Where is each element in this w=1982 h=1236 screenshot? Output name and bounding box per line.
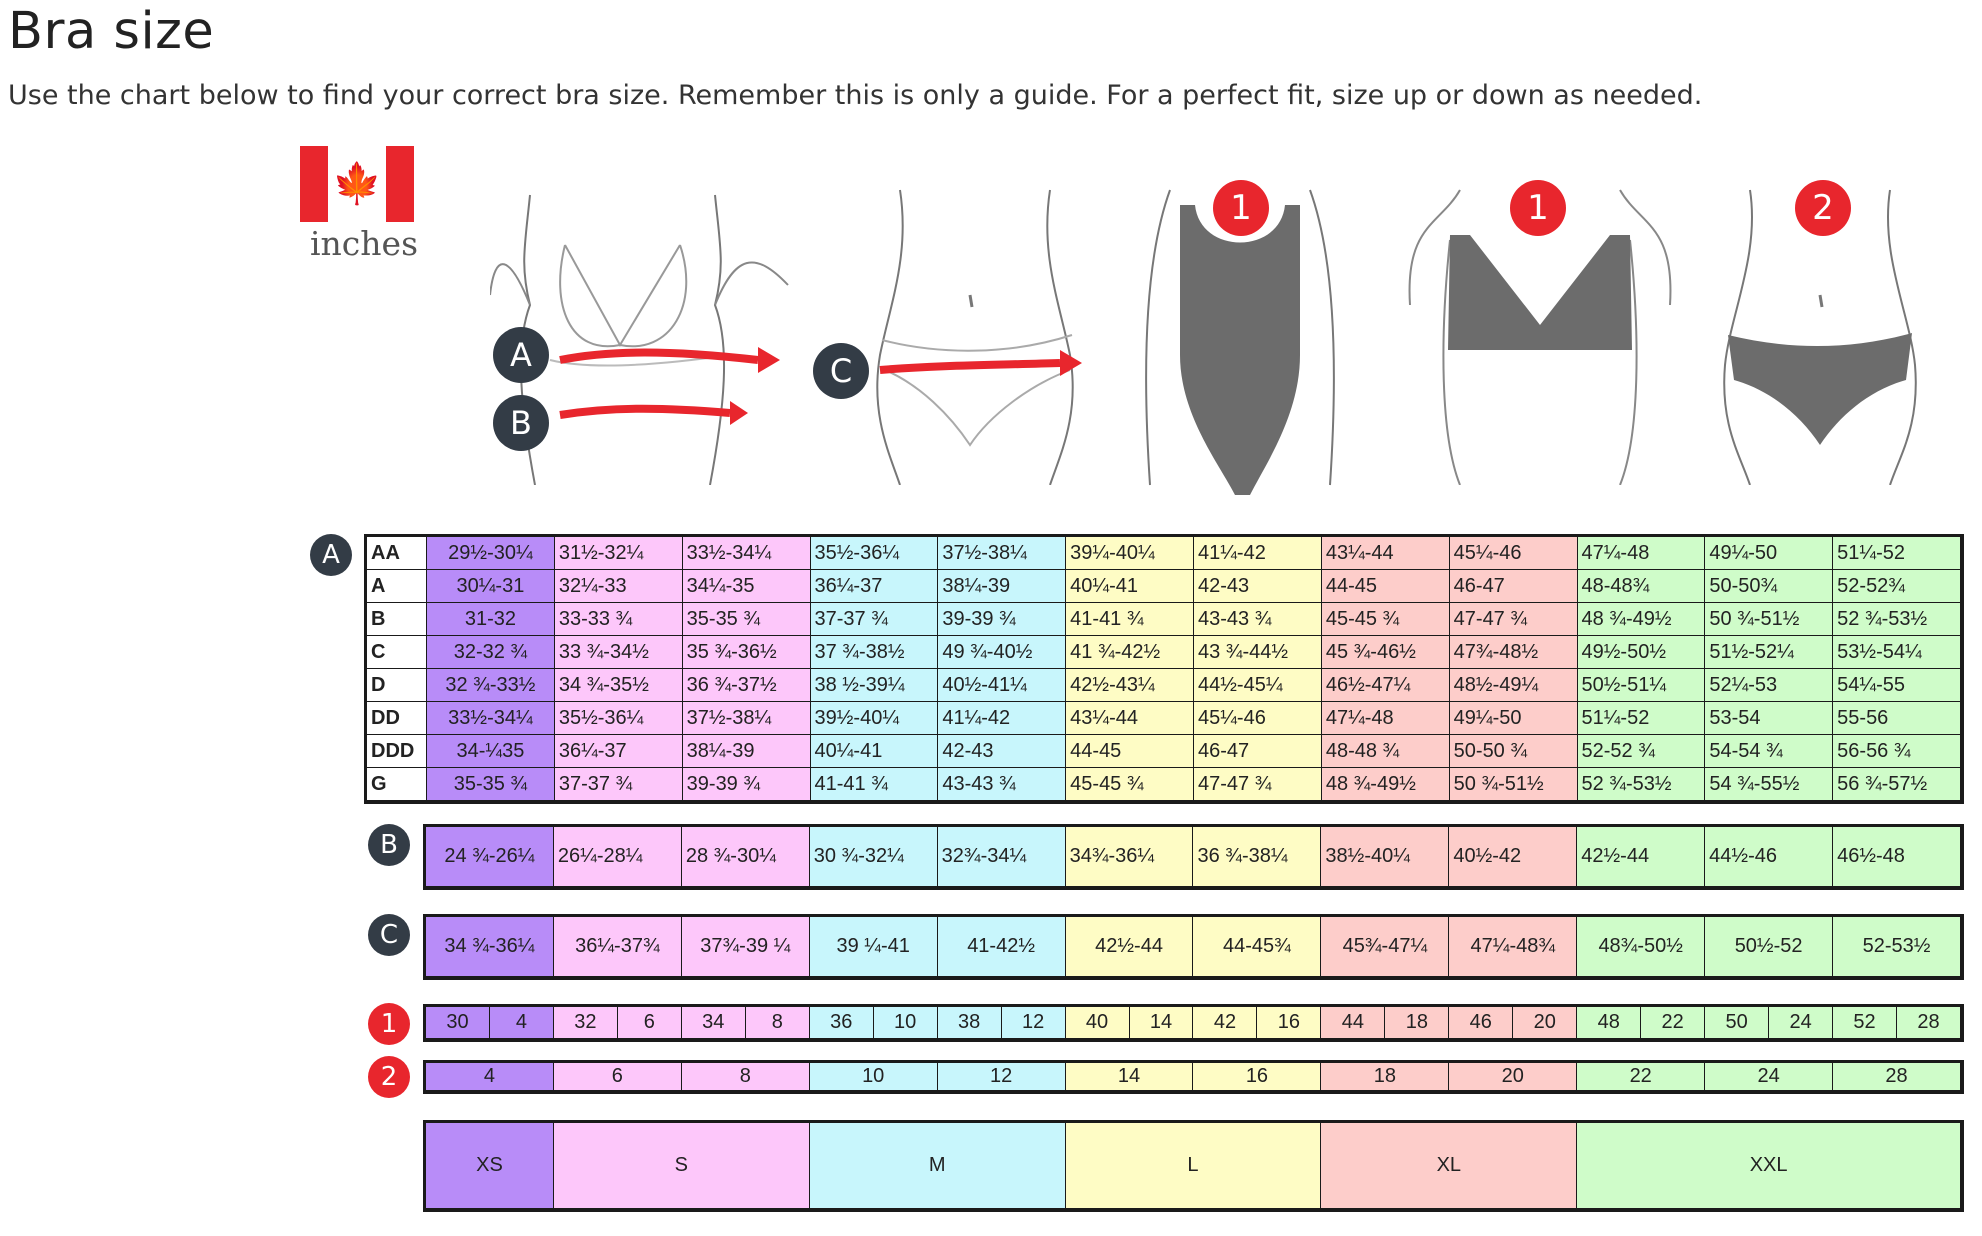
table-cell: 48-48 ¾ bbox=[1322, 735, 1450, 768]
table-cell: 48-48¾ bbox=[1578, 570, 1706, 603]
table-c-hip bbox=[423, 914, 1964, 980]
page-description: Use the chart below to find your correct bra size. Remember this is only a guide. For a perfect fit, size up or down as needed. bbox=[8, 80, 1703, 111]
table-cell: 40¼-41 bbox=[811, 735, 939, 768]
table-cell: 42½-44 bbox=[1577, 827, 1705, 887]
table-cell: 56 ¾-57½ bbox=[1833, 768, 1961, 801]
table-cell: 48½-49¼ bbox=[1450, 669, 1578, 702]
size-label: XXL bbox=[1577, 1123, 1961, 1209]
table-cell: 20 bbox=[1513, 1007, 1577, 1039]
table-cell: 50-50¾ bbox=[1705, 570, 1833, 603]
table-cell: 45-45 ¾ bbox=[1066, 768, 1194, 801]
table-cell: 16 bbox=[1257, 1007, 1321, 1039]
table-cell: 12 bbox=[938, 1063, 1066, 1091]
table-cell: 35½-36¼ bbox=[811, 537, 939, 570]
table-cell: 38¼-39 bbox=[683, 735, 811, 768]
table-cell: 46-47 bbox=[1450, 570, 1578, 603]
table-cell: 39¼-40¼ bbox=[1066, 537, 1194, 570]
size-labels-row bbox=[423, 1120, 1964, 1212]
table-cell: 36 bbox=[810, 1007, 874, 1039]
table-cell: 47-47 ¾ bbox=[1450, 603, 1578, 636]
table-cell: 32 ¾-33½ bbox=[427, 669, 555, 702]
table-cell: 50 bbox=[1705, 1007, 1769, 1039]
table-cell: 12 bbox=[1002, 1007, 1066, 1039]
table-cell: 49½-50½ bbox=[1578, 636, 1706, 669]
table-cell: 38 bbox=[938, 1007, 1002, 1039]
table-a-underbust bbox=[364, 534, 1964, 804]
table-cell: 49 ¾-40½ bbox=[938, 636, 1066, 669]
table-cell: 52 ¾-53½ bbox=[1833, 603, 1961, 636]
size-label: XL bbox=[1321, 1123, 1577, 1209]
table-cell: 44-45¾ bbox=[1193, 917, 1321, 977]
table-cell: 37½-38¼ bbox=[938, 537, 1066, 570]
table-cell: 34 bbox=[682, 1007, 746, 1039]
table-cell: 41 ¾-42½ bbox=[1066, 636, 1194, 669]
table-cell: 55-56 bbox=[1833, 702, 1961, 735]
badge-2-table: 2 bbox=[368, 1056, 410, 1098]
table-cell: 45¼-46 bbox=[1194, 702, 1322, 735]
table-cell: 20 bbox=[1449, 1063, 1577, 1091]
table-cell: 36 ¾-37½ bbox=[683, 669, 811, 702]
table-cell: 42 bbox=[1193, 1007, 1257, 1039]
badge-b-table: B bbox=[368, 824, 410, 866]
table-cell: 31-32 bbox=[427, 603, 555, 636]
table-cell: 24 bbox=[1769, 1007, 1833, 1039]
cup-label: DDD bbox=[367, 735, 427, 768]
table-cell: 8 bbox=[746, 1007, 810, 1039]
table-cell: 36 ¾-38¼ bbox=[1193, 827, 1321, 887]
table-cell: 45 ¾-46½ bbox=[1322, 636, 1450, 669]
table-cell: 44½-46 bbox=[1705, 827, 1833, 887]
table-cell: 41-41 ¾ bbox=[1066, 603, 1194, 636]
badge-1-bodysuit: 1 bbox=[1213, 180, 1269, 236]
table-cell: 44-45 bbox=[1322, 570, 1450, 603]
table-cell: 31½-32¼ bbox=[555, 537, 683, 570]
table-cell: 4 bbox=[490, 1007, 554, 1039]
table-cell: 28 ¾-30¼ bbox=[682, 827, 810, 887]
page-title: Bra size bbox=[8, 2, 215, 61]
table-2-brief bbox=[423, 1060, 1964, 1094]
table-cell: 35-35 ¾ bbox=[683, 603, 811, 636]
table-cell: 40½-42 bbox=[1449, 827, 1577, 887]
size-label: XS bbox=[426, 1123, 554, 1209]
table-cell: 16 bbox=[1193, 1063, 1321, 1091]
table-cell: 44½-45¼ bbox=[1194, 669, 1322, 702]
table-cell: 50½-52 bbox=[1705, 917, 1833, 977]
table-cell: 10 bbox=[874, 1007, 938, 1039]
table-cell: 41-41 ¾ bbox=[811, 768, 939, 801]
table-cell: 14 bbox=[1066, 1063, 1194, 1091]
table-cell: 42-43 bbox=[938, 735, 1066, 768]
badge-c-table: C bbox=[368, 914, 410, 956]
table-cell: 42-43 bbox=[1194, 570, 1322, 603]
table-cell: 26¼-28¼ bbox=[554, 827, 682, 887]
table-cell: 6 bbox=[618, 1007, 682, 1039]
table-cell: 33½-34¼ bbox=[427, 702, 555, 735]
table-cell: 56-56 ¾ bbox=[1833, 735, 1961, 768]
table-cell: 43 ¾-44½ bbox=[1194, 636, 1322, 669]
table-cell: 30¼-31 bbox=[427, 570, 555, 603]
table-cell: 24 ¾-26¼ bbox=[426, 827, 554, 887]
table-cell: 37½-38¼ bbox=[683, 702, 811, 735]
cup-label: C bbox=[367, 636, 427, 669]
table-cell: 32¾-34¼ bbox=[938, 827, 1066, 887]
badge-a-illustration: A bbox=[493, 327, 549, 383]
table-cell: 38¼-39 bbox=[938, 570, 1066, 603]
size-label: L bbox=[1066, 1123, 1322, 1209]
table-cell: 41¼-42 bbox=[1194, 537, 1322, 570]
table-cell: 49¼-50 bbox=[1450, 702, 1578, 735]
table-cell: 52-53½ bbox=[1833, 917, 1961, 977]
table-cell: 45-45 ¾ bbox=[1322, 603, 1450, 636]
table-cell: 46-47 bbox=[1194, 735, 1322, 768]
table-cell: 43-43 ¾ bbox=[938, 768, 1066, 801]
table-cell: 47¼-48 bbox=[1578, 537, 1706, 570]
table-cell: 34-¼35 bbox=[427, 735, 555, 768]
table-cell: 40¼-41 bbox=[1066, 570, 1194, 603]
table-cell: 35 ¾-36½ bbox=[683, 636, 811, 669]
table-cell: 53½-54¼ bbox=[1833, 636, 1961, 669]
table-cell: 48 bbox=[1577, 1007, 1641, 1039]
badge-1-bralette: 1 bbox=[1510, 180, 1566, 236]
table-cell: 52-52¾ bbox=[1833, 570, 1961, 603]
table-cell: 30 bbox=[426, 1007, 490, 1039]
table-cell: 28 bbox=[1833, 1063, 1961, 1091]
table-cell: 34¼-35 bbox=[683, 570, 811, 603]
table-cell: 47¾-48½ bbox=[1450, 636, 1578, 669]
table-cell: 50 ¾-51½ bbox=[1705, 603, 1833, 636]
table-cell: 48¾-50½ bbox=[1577, 917, 1705, 977]
table-cell: 41-42½ bbox=[938, 917, 1066, 977]
table-cell: 10 bbox=[810, 1063, 938, 1091]
table-cell: 36¼-37¾ bbox=[554, 917, 682, 977]
cup-label: G bbox=[367, 768, 427, 801]
badge-c-illustration: C bbox=[813, 343, 869, 399]
table-cell: 37-37 ¾ bbox=[811, 603, 939, 636]
table-cell: 37 ¾-38½ bbox=[811, 636, 939, 669]
cup-label: B bbox=[367, 603, 427, 636]
table-cell: 32-32 ¾ bbox=[427, 636, 555, 669]
table-cell: 22 bbox=[1641, 1007, 1705, 1039]
table-cell: 48 ¾-49½ bbox=[1578, 603, 1706, 636]
canada-flag-icon: 🍁 bbox=[300, 146, 414, 222]
table-cell: 51¼-52 bbox=[1833, 537, 1961, 570]
table-cell: 35-35 ¾ bbox=[427, 768, 555, 801]
unit-label: inches bbox=[310, 224, 419, 263]
table-cell: 37-37 ¾ bbox=[555, 768, 683, 801]
table-cell: 32 bbox=[554, 1007, 618, 1039]
table-cell: 49¼-50 bbox=[1705, 537, 1833, 570]
table-cell: 40 bbox=[1066, 1007, 1130, 1039]
table-cell: 51½-52¼ bbox=[1705, 636, 1833, 669]
table-cell: 18 bbox=[1321, 1063, 1449, 1091]
table-cell: 47-47 ¾ bbox=[1194, 768, 1322, 801]
waist-measurement-illustration bbox=[860, 185, 1090, 485]
table-cell: 43¼-44 bbox=[1066, 702, 1194, 735]
table-cell: 43¼-44 bbox=[1322, 537, 1450, 570]
table-cell: 8 bbox=[682, 1063, 810, 1091]
table-cell: 44-45 bbox=[1066, 735, 1194, 768]
size-label: M bbox=[810, 1123, 1066, 1209]
badge-b-illustration: B bbox=[493, 395, 549, 451]
table-cell: 36¼-37 bbox=[555, 735, 683, 768]
table-cell: 37¾-39 ¼ bbox=[682, 917, 810, 977]
table-cell: 33½-34¼ bbox=[683, 537, 811, 570]
table-cell: 28 bbox=[1897, 1007, 1961, 1039]
table-cell: 50 ¾-51½ bbox=[1450, 768, 1578, 801]
table-cell: 54-54 ¾ bbox=[1705, 735, 1833, 768]
table-cell: 4 bbox=[426, 1063, 554, 1091]
table-cell: 46½-48 bbox=[1833, 827, 1961, 887]
badge-1-table: 1 bbox=[368, 1003, 410, 1045]
table-cell: 30 ¾-32¼ bbox=[810, 827, 938, 887]
table-cell: 40½-41¼ bbox=[938, 669, 1066, 702]
badge-2-brief: 2 bbox=[1795, 180, 1851, 236]
table-cell: 29½-30¼ bbox=[427, 537, 555, 570]
table-cell: 50½-51¼ bbox=[1578, 669, 1706, 702]
table-cell: 46½-47¼ bbox=[1322, 669, 1450, 702]
table-cell: 47¼-48 bbox=[1322, 702, 1450, 735]
cup-label: D bbox=[367, 669, 427, 702]
table-cell: 42½-44 bbox=[1066, 917, 1194, 977]
cup-label: AA bbox=[367, 537, 427, 570]
table-cell: 33 ¾-34½ bbox=[555, 636, 683, 669]
size-label: S bbox=[554, 1123, 810, 1209]
table-cell: 39-39 ¾ bbox=[938, 603, 1066, 636]
table-cell: 38½-40¼ bbox=[1321, 827, 1449, 887]
table-cell: 54¼-55 bbox=[1833, 669, 1961, 702]
table-cell: 41¼-42 bbox=[938, 702, 1066, 735]
table-cell: 14 bbox=[1130, 1007, 1194, 1039]
table-cell: 6 bbox=[554, 1063, 682, 1091]
table-cell: 33-33 ¾ bbox=[555, 603, 683, 636]
table-cell: 43-43 ¾ bbox=[1194, 603, 1322, 636]
table-cell: 24 bbox=[1705, 1063, 1833, 1091]
table-cell: 39½-40¼ bbox=[811, 702, 939, 735]
table-b-band bbox=[423, 824, 1964, 890]
table-cell: 35½-36¼ bbox=[555, 702, 683, 735]
table-cell: 42½-43¼ bbox=[1066, 669, 1194, 702]
table-cell: 32¼-33 bbox=[555, 570, 683, 603]
cup-label: DD bbox=[367, 702, 427, 735]
table-cell: 48 ¾-49½ bbox=[1322, 768, 1450, 801]
table-cell: 34¾-36¼ bbox=[1066, 827, 1194, 887]
table-cell: 38 ½-39¼ bbox=[811, 669, 939, 702]
table-cell: 51¼-52 bbox=[1578, 702, 1706, 735]
table-cell: 45¼-46 bbox=[1450, 537, 1578, 570]
table-cell: 46 bbox=[1449, 1007, 1513, 1039]
table-cell: 52 ¾-53½ bbox=[1578, 768, 1706, 801]
table-cell: 18 bbox=[1385, 1007, 1449, 1039]
table-cell: 44 bbox=[1321, 1007, 1385, 1039]
badge-a-table: A bbox=[310, 534, 352, 576]
table-cell: 52-52 ¾ bbox=[1578, 735, 1706, 768]
table-1-bodysuit-bralette bbox=[423, 1004, 1964, 1042]
table-cell: 39 ¼-41 bbox=[810, 917, 938, 977]
table-cell: 39-39 ¾ bbox=[683, 768, 811, 801]
table-cell: 52¼-53 bbox=[1705, 669, 1833, 702]
table-cell: 53-54 bbox=[1705, 702, 1833, 735]
table-cell: 45¾-47¼ bbox=[1321, 917, 1449, 977]
table-cell: 34 ¾-35½ bbox=[555, 669, 683, 702]
table-cell: 52 bbox=[1833, 1007, 1897, 1039]
cup-label: A bbox=[367, 570, 427, 603]
table-cell: 47¼-48¾ bbox=[1449, 917, 1577, 977]
table-cell: 22 bbox=[1577, 1063, 1705, 1091]
table-cell: 54 ¾-55½ bbox=[1705, 768, 1833, 801]
table-cell: 34 ¾-36¼ bbox=[426, 917, 554, 977]
table-cell: 50-50 ¾ bbox=[1450, 735, 1578, 768]
table-cell: 36¼-37 bbox=[811, 570, 939, 603]
